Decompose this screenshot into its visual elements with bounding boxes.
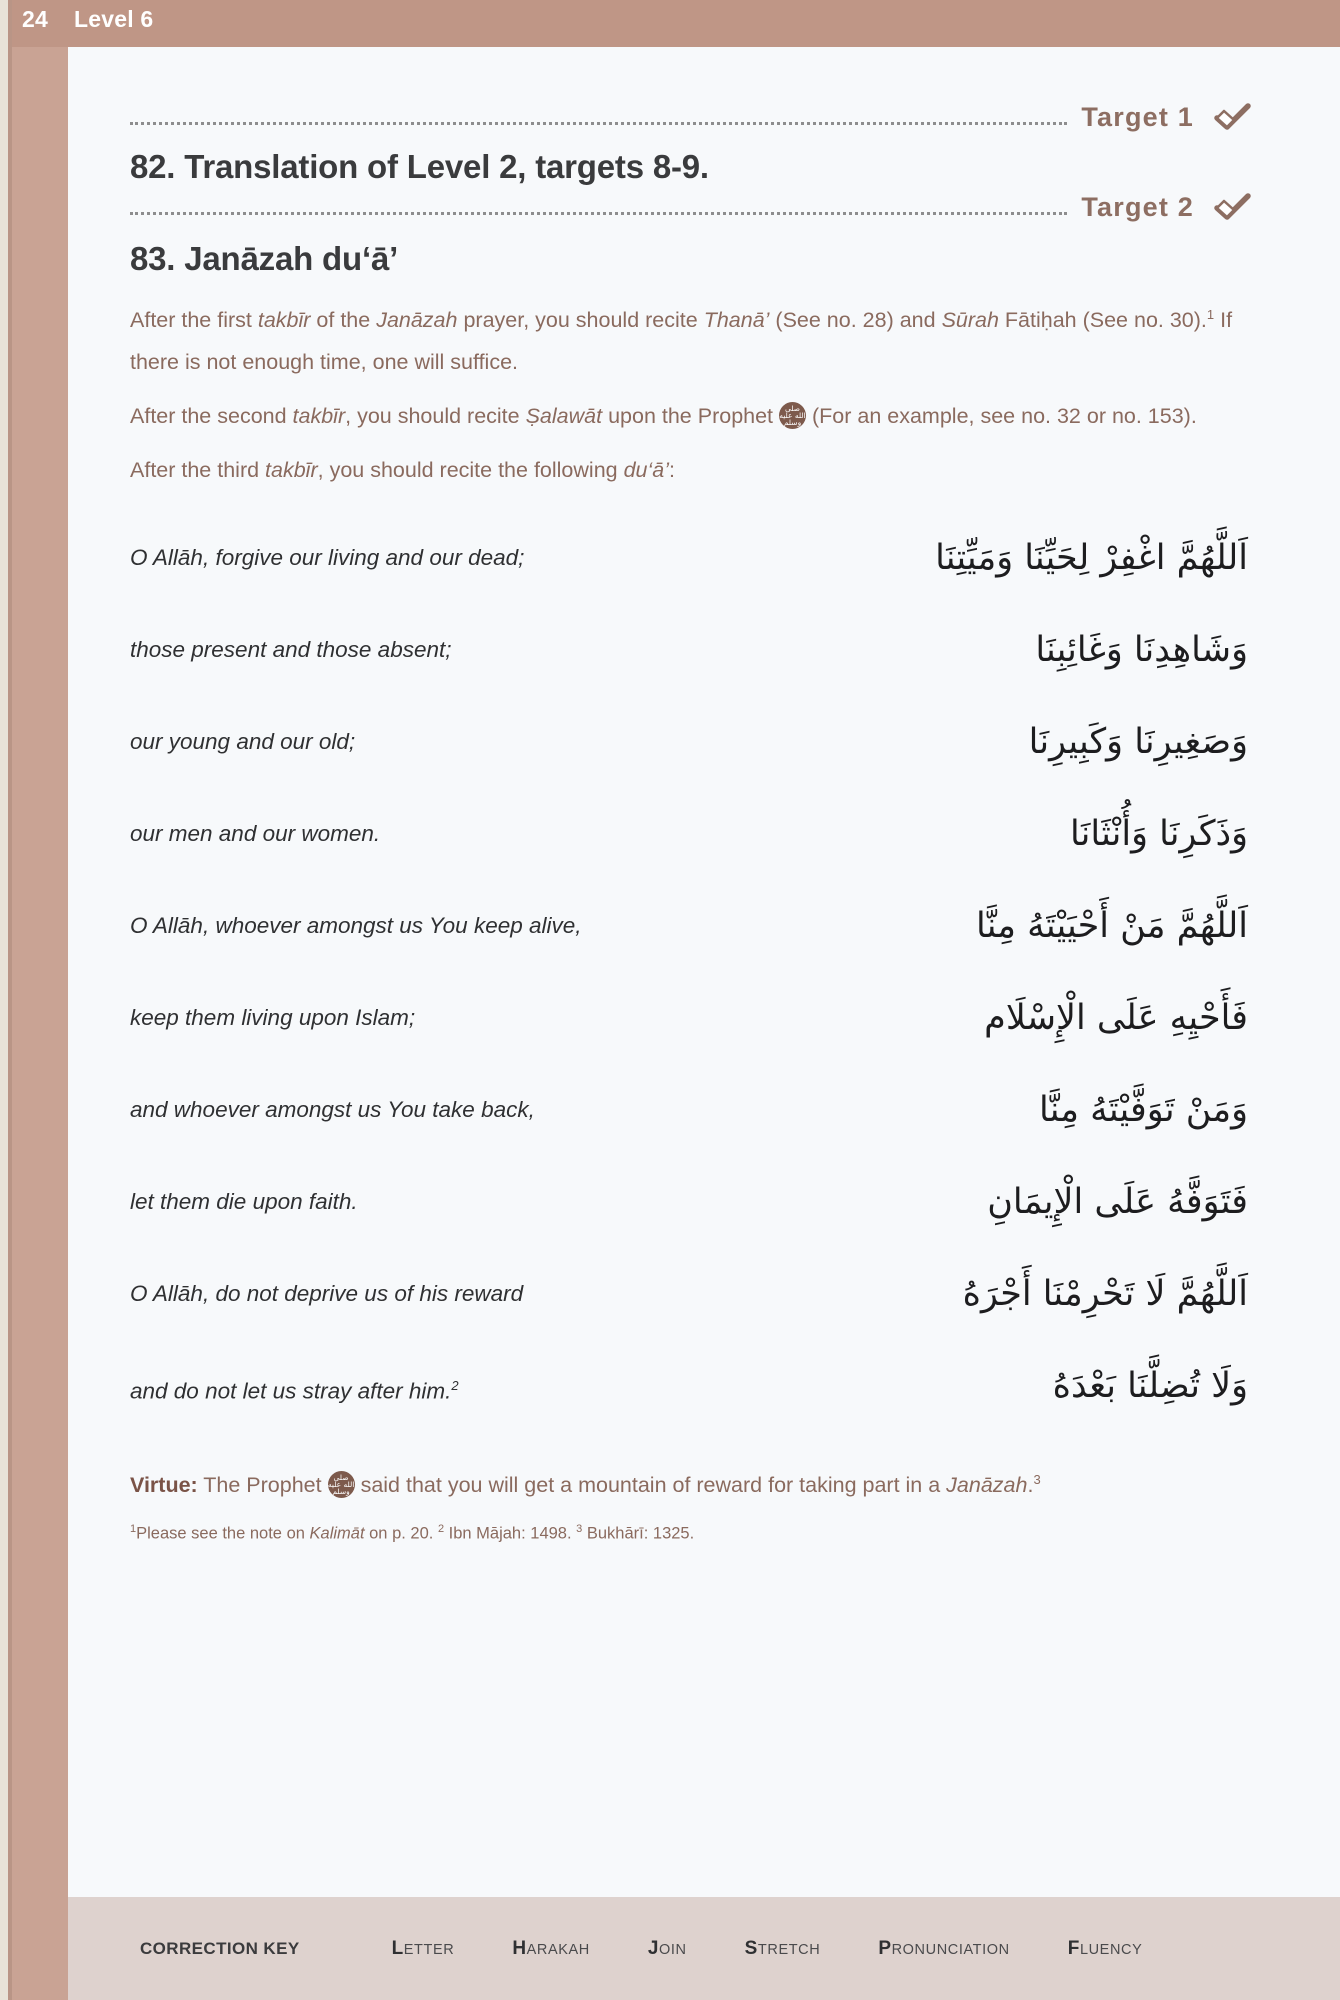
dua-translation: our young and our old;: [130, 729, 356, 755]
virtue-text-c: .: [1027, 1473, 1034, 1498]
intro-p1-a: After the first: [130, 308, 258, 333]
intro-p1-b: of the: [310, 308, 377, 333]
check-icon[interactable]: [1214, 102, 1252, 132]
check-icon[interactable]: [1214, 192, 1252, 222]
pbuh-line-1: صلى: [784, 404, 801, 414]
correction-key-item-stretch[interactable]: [745, 1938, 821, 1960]
pbuh-line-3: وسلم: [332, 1487, 350, 1497]
intro-p1-d: (See no. 28) and: [769, 308, 942, 333]
section-number-83: 83.: [130, 240, 176, 277]
correction-key-title: CORRECTION KEY: [140, 1938, 300, 1958]
term-janazah: Janāzah: [376, 308, 458, 333]
dua-row: [130, 1077, 1252, 1143]
peace-be-upon-him-icon: [779, 402, 806, 429]
footnote-ref-1: 1: [1206, 307, 1215, 322]
intro-p2-d: (For an example, see no. 32 or no. 153).: [806, 404, 1197, 429]
correction-key-cap: J: [647, 1937, 660, 1959]
correction-key-item-harakah[interactable]: [512, 1938, 590, 1960]
pbuh-line-2: الله عليه: [779, 411, 806, 421]
correction-key-item-pronunciation[interactable]: [878, 1938, 1009, 1960]
section-title-82: Translation of Level 2, targets 8-9.: [184, 148, 709, 185]
dua-row: [130, 801, 1252, 867]
target-label-2: Target 2: [1081, 191, 1194, 222]
correction-key-rest: OIN: [659, 1941, 687, 1958]
correction-key-rest: LUENCY: [1079, 1941, 1143, 1958]
dua-list: [130, 525, 1252, 1419]
dua-translation: our men and our women.: [130, 821, 381, 847]
dua-row: [130, 525, 1252, 591]
page-header-band: [0, 0, 1340, 47]
dua-row: [130, 617, 1252, 683]
intro-p3-b: , you should recite the following: [317, 458, 624, 483]
target-label-1: Target 1: [1081, 101, 1194, 132]
correction-key-bar: [68, 1897, 1340, 2000]
term-thana: Thanā’: [703, 308, 770, 333]
dua-translation: O Allāh, whoever amongst us You keep alive,: [130, 913, 582, 939]
footnote-marker-1: 1: [130, 1523, 137, 1536]
dua-translation: let them die upon faith.: [130, 1189, 358, 1215]
dotted-leader: [130, 199, 1067, 215]
correction-key-rest: ETTER: [403, 1941, 455, 1958]
virtue-block: [130, 1459, 1250, 1506]
peace-be-upon-him-icon: [328, 1471, 355, 1498]
page-number: 24: [22, 6, 48, 32]
correction-key-rest: RONUNCIATION: [891, 1941, 1010, 1958]
dua-row: [130, 1169, 1252, 1235]
dua-translation-text: and do not let us stray after him.: [130, 1378, 452, 1404]
correction-key-cap: L: [391, 1937, 404, 1959]
dua-arabic: وَذَكَرِنَا وَأُنْثَانَا: [1070, 814, 1248, 855]
dua-translation: those present and those absent;: [130, 637, 452, 663]
dua-translation: and whoever amongst us You take back,: [130, 1097, 535, 1123]
page-header: [22, 6, 153, 33]
correction-key-items: [392, 1938, 1143, 1960]
target-row-2: [130, 192, 1252, 222]
dua-arabic: اَللَّهُمَّ مَنْ أَحْيَيْتَهُ مِنَّا: [976, 906, 1248, 947]
term-takbir: takbīr: [257, 308, 311, 333]
intro-p3-c: :: [669, 458, 676, 483]
dua-row: [130, 1261, 1252, 1327]
dua-translation: [130, 1353, 690, 1410]
level-label: Level 6: [73, 6, 154, 32]
pbuh-line-1: صلى: [333, 1473, 349, 1483]
section-title-83: Janāzah du‘ā’: [184, 240, 399, 277]
correction-key-item-letter[interactable]: [392, 1938, 455, 1960]
term-takbir: takbīr: [265, 458, 318, 483]
footnote-1-text-a: Please see the note on: [136, 1524, 310, 1543]
intro-p3-a: After the third: [130, 458, 266, 483]
intro-p1-c: prayer, you should recite: [457, 308, 704, 333]
dua-row: [130, 709, 1252, 775]
footnote-1-text-b: on p. 20.: [364, 1524, 438, 1543]
page-gutter-edge: [0, 0, 8, 2000]
correction-key-item-fluency[interactable]: [1068, 1938, 1143, 1960]
dua-arabic: اَللَّهُمَّ اغْفِرْ لِحَيِّنَا وَمَيِّتِنَا: [935, 538, 1248, 579]
dua-arabic: وَلَا تُضِلَّنَا بَعْدَهُ: [1052, 1366, 1248, 1407]
dua-translation: O Allāh, forgive our living and our dead;: [130, 545, 525, 571]
dua-row: [130, 893, 1252, 959]
correction-key-cap: H: [512, 1937, 527, 1959]
dua-arabic: فَأَحْيِهِ عَلَى الْإِسْلَام: [984, 998, 1248, 1039]
term-janazah: Janāzah: [946, 1473, 1028, 1498]
section-number-82: 82.: [130, 148, 176, 185]
dua-translation: O Allāh, do not deprive us of his reward: [130, 1281, 524, 1307]
dua-arabic: فَتَوَفَّهُ عَلَى الْإِيمَانِ: [987, 1182, 1248, 1223]
page-gutter-shadow: [8, 0, 12, 2000]
pbuh-line-2: الله عليه: [327, 1480, 355, 1490]
intro-p1-f: If there is not enough time, one will suffice.: [130, 308, 1233, 375]
dua-arabic: وَشَاهِدِنَا وَغَائِبِنَا: [1035, 630, 1248, 671]
dua-translation: keep them living upon Islam;: [130, 1005, 416, 1031]
term-kalimat: Kalimāt: [309, 1524, 365, 1543]
virtue-text-a: The Prophet: [197, 1473, 328, 1498]
intro-paragraph-2: [130, 395, 1240, 437]
footnote-marker-2: 2: [437, 1523, 445, 1536]
target-row-1: [130, 102, 1252, 132]
page-left-margin-band: [12, 0, 68, 2000]
correction-key-rest: ARAKAH: [526, 1941, 590, 1958]
term-surah: Sūrah: [941, 308, 999, 333]
term-takbir: takbīr: [292, 404, 346, 429]
intro-p2-a: After the second: [130, 404, 293, 429]
content-column: [130, 102, 1252, 1547]
virtue-label: Virtue:: [130, 1473, 198, 1498]
correction-key-cap: P: [878, 1937, 892, 1959]
footnote-2-text: Ibn Mājah: 1498.: [444, 1524, 577, 1543]
correction-key-cap: S: [744, 1937, 758, 1959]
dua-arabic: اَللَّهُمَّ لَا تَحْرِمْنَا أَجْرَهُ: [962, 1274, 1248, 1315]
term-dua: du‘ā’: [623, 458, 670, 483]
intro-paragraph-3: [130, 449, 1240, 491]
intro-paragraph-1: [130, 294, 1240, 383]
footnote-marker-3: 3: [576, 1523, 583, 1536]
pbuh-line-3: وسلم: [783, 418, 802, 428]
dua-arabic: وَصَغِيرِنَا وَكَبِيرِنَا: [1028, 722, 1248, 763]
dua-row: [130, 985, 1252, 1051]
intro-p2-c: upon the Prophet: [602, 404, 780, 429]
intro-p2-b: , you should recite: [345, 404, 526, 429]
footnotes: [130, 1516, 1252, 1547]
intro-p1-e: Fātiḥah (See no. 30).: [998, 308, 1207, 333]
correction-key-cap: F: [1067, 1937, 1080, 1959]
footnote-ref-2: 2: [451, 1378, 459, 1394]
term-salawat: Ṣalawāt: [525, 404, 603, 429]
dua-row: [130, 1353, 1252, 1419]
dua-arabic: وَمَنْ تَوَفَّيْتَهُ مِنَّا: [1039, 1090, 1248, 1131]
footnote-ref-3: 3: [1033, 1472, 1041, 1488]
section-heading-82: [130, 148, 1252, 186]
correction-key-rest: TRETCH: [757, 1941, 821, 1958]
content-sheet: [68, 47, 1340, 1897]
footnote-3-text: Bukhārī: 1325.: [582, 1524, 695, 1543]
section-heading-83: [130, 240, 1252, 278]
dotted-leader: [130, 109, 1067, 125]
correction-key-item-join[interactable]: [648, 1938, 687, 1960]
virtue-text-b: said that you will get a mountain of reward for taking part in a: [354, 1473, 947, 1498]
